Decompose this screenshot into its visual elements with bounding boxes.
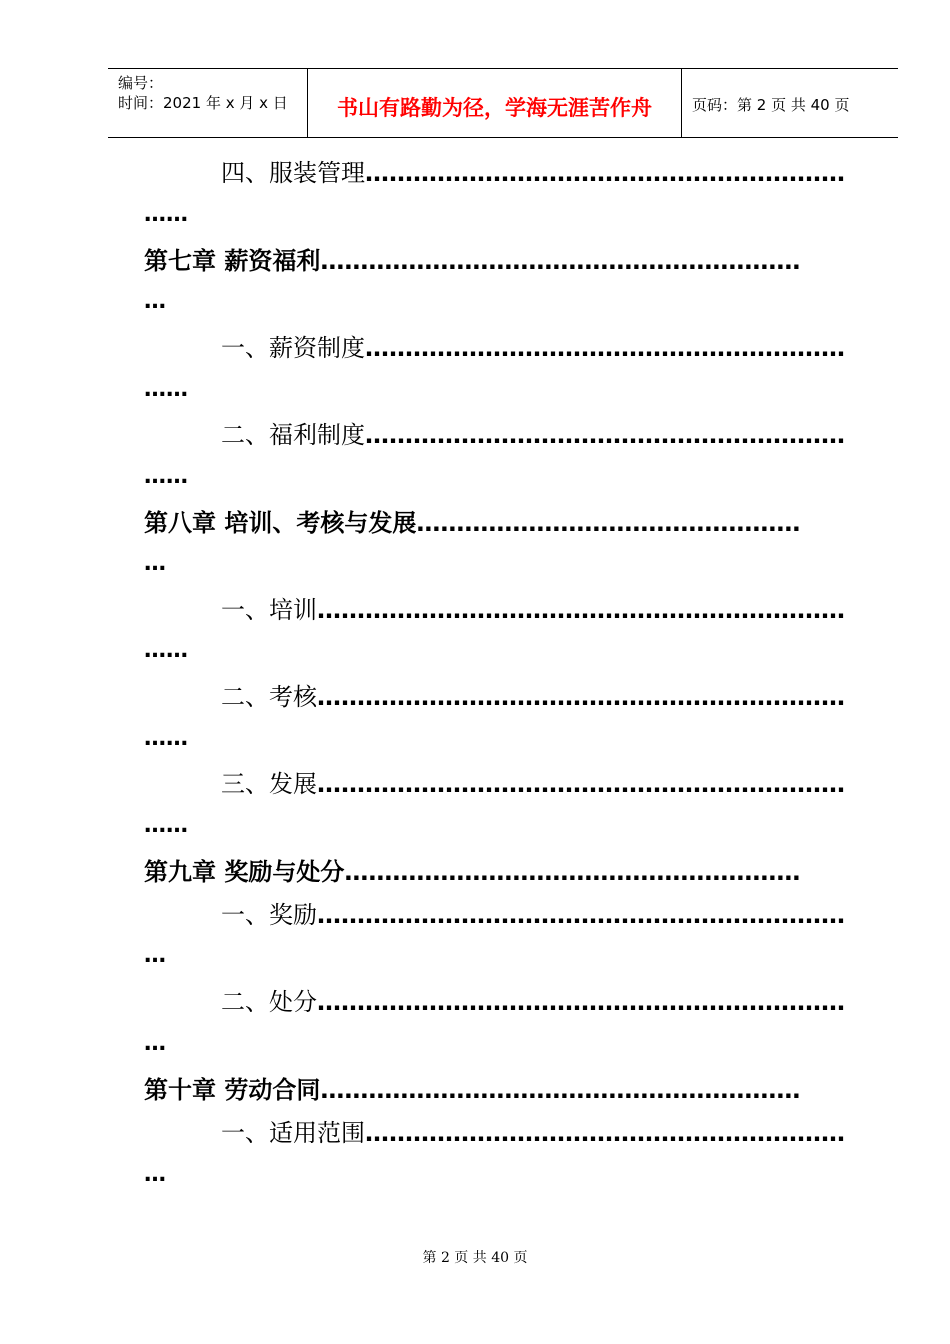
toc-leader-dots: ……………………………………………………: [365, 334, 845, 362]
toc-leader-continuation: ……: [144, 813, 188, 838]
toc-leader-continuation: …: [144, 1031, 166, 1056]
toc-chapter[interactable]: [144, 508, 800, 538]
header-page-cell: [682, 69, 898, 137]
toc-entry-title: 二、处分: [221, 988, 317, 1016]
toc-chapter[interactable]: [144, 246, 800, 276]
time-label: 时间：2021 年 x 月 x 日: [118, 94, 288, 112]
toc-entry[interactable]: [221, 333, 845, 363]
toc-leader-continuation: ……: [144, 464, 188, 489]
toc-chapter-title: 第八章 培训、考核与发展: [144, 509, 417, 537]
toc-leader-dots: ……………………………………………………: [365, 1119, 845, 1147]
toc-chapter-title: 第十章 劳动合同: [144, 1076, 321, 1104]
toc-entry[interactable]: [221, 1118, 845, 1148]
number-label: 编号：: [118, 74, 164, 92]
toc-entry[interactable]: [221, 595, 845, 625]
toc-leader-dots: ……………………………………………………: [365, 421, 845, 449]
toc-entry[interactable]: [221, 987, 845, 1017]
toc-leader-continuation: …: [144, 1162, 166, 1187]
toc-entry-title: 一、奖励: [221, 901, 317, 929]
page-footer: [0, 1247, 950, 1267]
toc-entry[interactable]: [221, 420, 845, 450]
toc-leader-dots: …………………………………………………………: [317, 770, 845, 798]
page-header: [108, 68, 898, 138]
toc-entry[interactable]: [221, 769, 845, 799]
toc-leader-continuation: ……: [144, 638, 188, 663]
toc-chapter[interactable]: [144, 1075, 800, 1105]
toc-entry-title: 一、适用范围: [221, 1119, 365, 1147]
toc-leader-dots: …………………………………………: [416, 509, 801, 537]
toc-chapter-title: 第七章 薪资福利: [144, 247, 321, 275]
motto-text: 书山有路勤为径，学海无涯苦作舟: [337, 96, 652, 120]
toc-leader-continuation: ……: [144, 202, 188, 227]
toc-entry[interactable]: [221, 682, 845, 712]
toc-leader-dots: …………………………………………………………: [317, 988, 845, 1016]
toc-leader-continuation: ……: [144, 377, 188, 402]
toc-entry-title: 一、薪资制度: [221, 334, 365, 362]
toc-leader-dots: …………………………………………………: [344, 858, 801, 886]
toc-entry-title: 一、培训: [221, 596, 317, 624]
toc-entry-title: 四、服装管理: [221, 159, 365, 187]
toc-leader-continuation: …: [144, 551, 166, 576]
toc-leader-continuation: …: [144, 289, 166, 314]
header-meta-cell: [108, 69, 308, 137]
toc-entry[interactable]: [221, 900, 845, 930]
toc-leader-dots: ……………………………………………………: [320, 1076, 801, 1104]
toc-entry-title: 二、考核: [221, 683, 317, 711]
toc-entry-title: 二、福利制度: [221, 421, 365, 449]
toc-leader-continuation: …: [144, 943, 166, 968]
header-page-info: 页码：第 2 页 共 40 页: [692, 96, 850, 114]
toc-leader-dots: …………………………………………………………: [317, 596, 845, 624]
toc-leader-dots: ……………………………………………………: [365, 159, 845, 187]
toc-leader-dots: ……………………………………………………: [320, 247, 801, 275]
toc-chapter[interactable]: [144, 857, 800, 887]
toc-leader-dots: …………………………………………………………: [317, 901, 845, 929]
header-motto-cell: [308, 69, 682, 137]
toc-chapter-title: 第九章 奖励与处分: [144, 858, 345, 886]
toc-entry-title: 三、发展: [221, 770, 317, 798]
toc-leader-dots: …………………………………………………………: [317, 683, 845, 711]
footer-page-number: 第 2 页 共 40 页: [422, 1250, 528, 1266]
toc-leader-continuation: ……: [144, 726, 188, 751]
toc-entry[interactable]: [221, 158, 845, 188]
